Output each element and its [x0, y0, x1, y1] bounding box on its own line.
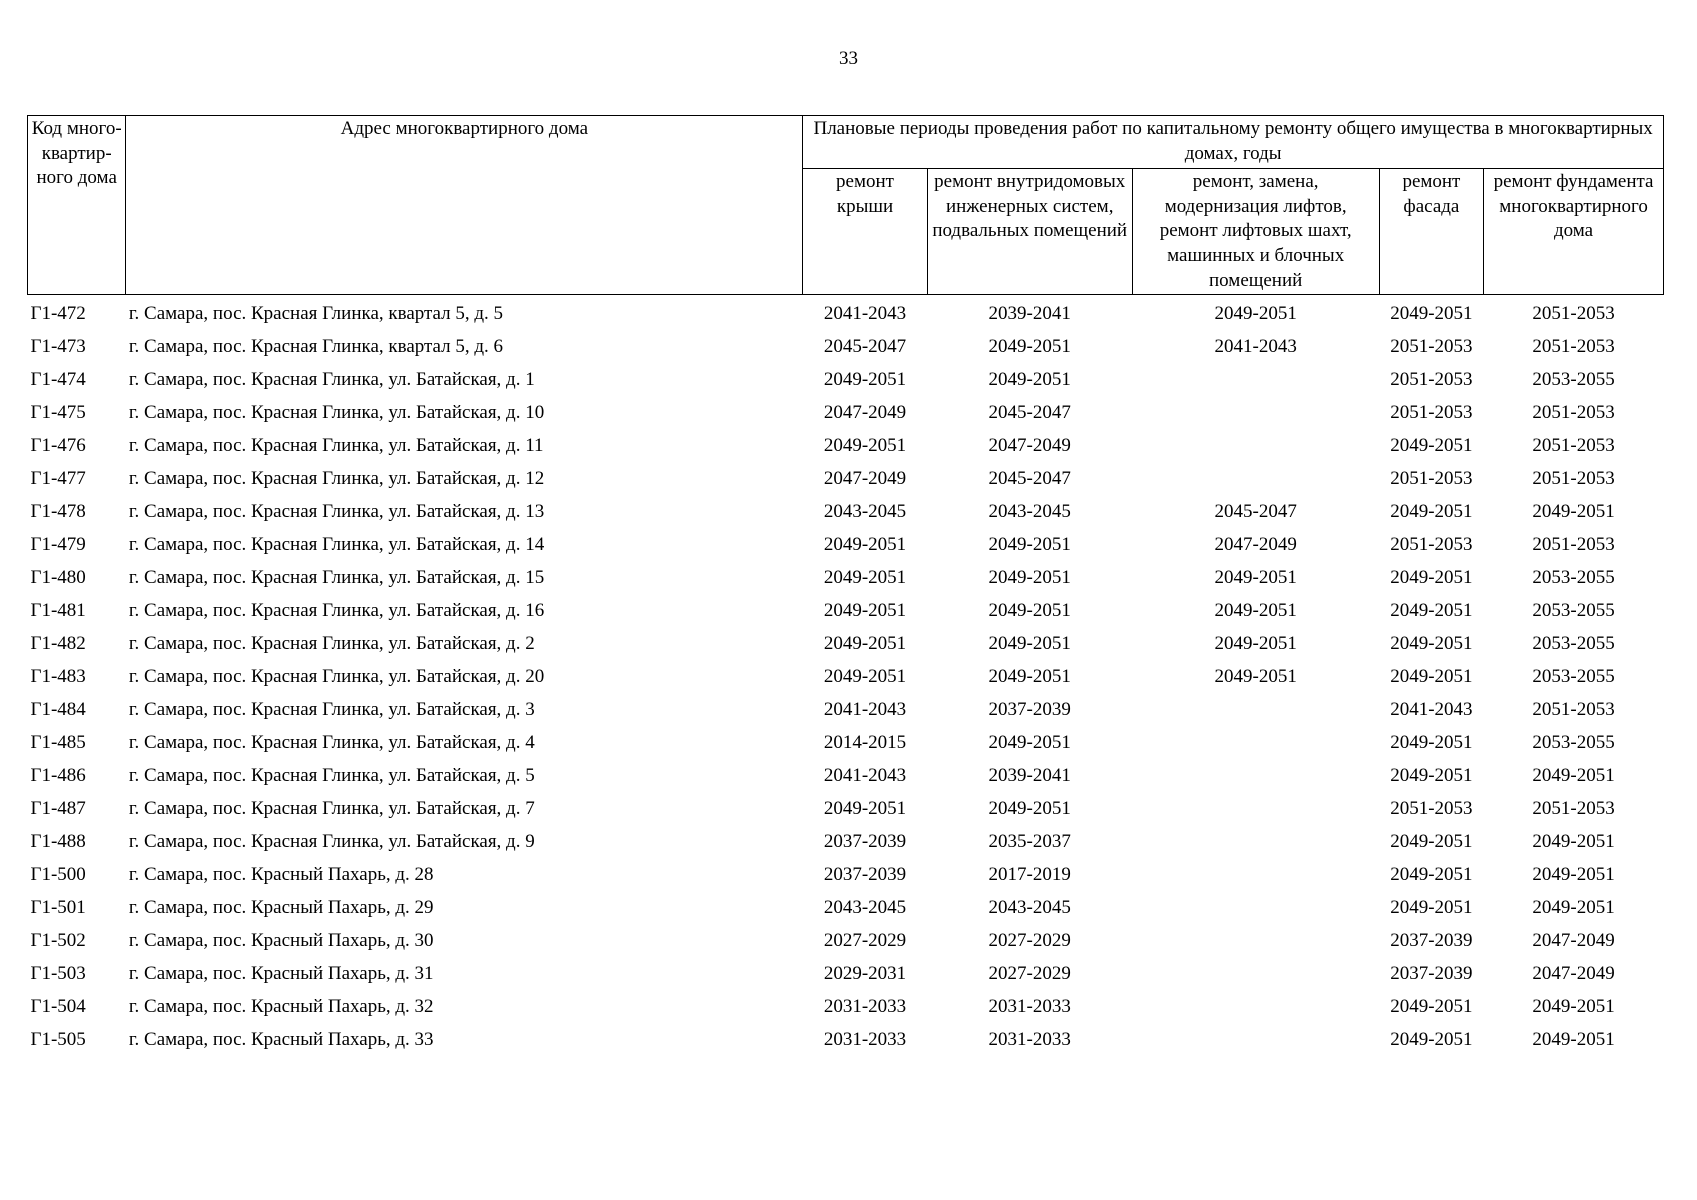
cell-foundation: 2051-2053 [1532, 698, 1615, 720]
table-row [28, 759, 1664, 792]
cell-foundation: 2053-2055 [1532, 665, 1615, 687]
cell-systems: 2027-2029 [988, 962, 1071, 984]
cell-roof: 2043-2045 [823, 500, 907, 522]
cell-systems: 2037-2039 [988, 698, 1071, 720]
cell-elevators: 2049-2051 [1214, 665, 1297, 687]
cell-elevators [1132, 726, 1379, 759]
table-row [28, 924, 1664, 957]
cell-systems: 2017-2019 [988, 863, 1071, 885]
header-code: Код много-квартир-ного дома [28, 116, 126, 295]
cell-facade: 2049-2051 [1390, 863, 1473, 885]
cell-systems: 2043-2045 [988, 896, 1071, 918]
cell-elevators: 2049-2051 [1214, 632, 1297, 654]
cell-address: г. Самара, пос. Красная Глинка, ул. Батайская, д. 1 [128, 368, 535, 390]
cell-facade: 2049-2051 [1390, 302, 1473, 324]
table-row [28, 792, 1664, 825]
cell-roof: 2049-2051 [823, 566, 907, 588]
cell-systems: 2031-2033 [988, 995, 1071, 1017]
table-header [28, 116, 1664, 295]
table-row [28, 528, 1664, 561]
cell-elevators [1132, 990, 1379, 1023]
cell-elevators [1132, 429, 1379, 462]
cell-code: Г1-476 [30, 434, 86, 456]
table-row [28, 957, 1664, 990]
cell-facade: 2049-2051 [1390, 632, 1473, 654]
cell-systems: 2047-2049 [988, 434, 1071, 456]
cell-code: Г1-505 [30, 1028, 86, 1050]
table-row [28, 295, 1664, 331]
cell-facade: 2049-2051 [1390, 665, 1473, 687]
cell-code: Г1-486 [30, 764, 86, 786]
table-row [28, 594, 1664, 627]
cell-roof: 2047-2049 [823, 401, 907, 423]
cell-code: Г1-477 [30, 467, 86, 489]
cell-code: Г1-481 [30, 599, 86, 621]
cell-facade: 2049-2051 [1390, 566, 1473, 588]
cell-code: Г1-500 [30, 863, 86, 885]
cell-roof: 2043-2045 [823, 896, 907, 918]
cell-address: г. Самара, пос. Красная Глинка, квартал 5, д. 6 [128, 335, 504, 357]
header-systems: ремонт внутридомовых инженерных систем, подвальных помещений [927, 169, 1132, 295]
cell-systems: 2031-2033 [988, 1028, 1071, 1050]
cell-elevators [1132, 759, 1379, 792]
cell-code: Г1-473 [30, 335, 86, 357]
cell-systems: 2035-2037 [988, 830, 1071, 852]
cell-facade: 2049-2051 [1390, 731, 1473, 753]
header-periods-group: Плановые периоды проведения работ по капитальному ремонту общего имущества в многоквартирных домах, годы [803, 116, 1664, 169]
cell-address: г. Самара, пос. Красная Глинка, ул. Батайская, д. 9 [128, 830, 535, 852]
cell-address: г. Самара, пос. Красная Глинка, ул. Батайская, д. 11 [128, 434, 544, 456]
cell-roof: 2031-2033 [823, 995, 907, 1017]
table-row [28, 495, 1664, 528]
cell-address: г. Самара, пос. Красная Глинка, ул. Батайская, д. 5 [128, 764, 535, 786]
cell-facade: 2049-2051 [1390, 896, 1473, 918]
cell-code: Г1-503 [30, 962, 86, 984]
cell-systems: 2049-2051 [988, 368, 1071, 390]
cell-systems: 2049-2051 [988, 566, 1071, 588]
cell-address: г. Самара, пос. Красная Глинка, ул. Батайская, д. 2 [128, 632, 535, 654]
cell-roof: 2031-2033 [823, 1028, 907, 1050]
table-row [28, 858, 1664, 891]
cell-code: Г1-472 [30, 302, 86, 324]
cell-systems: 2039-2041 [988, 764, 1071, 786]
cell-elevators [1132, 363, 1379, 396]
capital-repair-table [27, 115, 1664, 1056]
cell-code: Г1-501 [30, 896, 86, 918]
cell-facade: 2049-2051 [1390, 500, 1473, 522]
cell-foundation: 2049-2051 [1532, 764, 1615, 786]
cell-roof: 2047-2049 [823, 467, 907, 489]
cell-elevators [1132, 825, 1379, 858]
cell-elevators [1132, 858, 1379, 891]
cell-elevators: 2049-2051 [1214, 566, 1297, 588]
cell-elevators [1132, 891, 1379, 924]
table-row [28, 462, 1664, 495]
cell-foundation: 2049-2051 [1532, 863, 1615, 885]
cell-address: г. Самара, пос. Красный Пахарь, д. 31 [128, 962, 434, 984]
table-row [28, 561, 1664, 594]
cell-facade: 2049-2051 [1390, 434, 1473, 456]
cell-facade: 2051-2053 [1390, 533, 1473, 555]
cell-code: Г1-474 [30, 368, 86, 390]
cell-address: г. Самара, пос. Красная Глинка, ул. Батайская, д. 12 [128, 467, 545, 489]
table-row [28, 1023, 1664, 1056]
cell-facade: 2037-2039 [1390, 929, 1473, 951]
cell-facade: 2049-2051 [1390, 830, 1473, 852]
table-row [28, 363, 1664, 396]
cell-code: Г1-483 [30, 665, 86, 687]
cell-code: Г1-504 [30, 995, 86, 1017]
header-roof: ремонт крыши [803, 169, 928, 295]
cell-roof: 2041-2043 [823, 302, 907, 324]
cell-foundation: 2051-2053 [1532, 401, 1615, 423]
cell-facade: 2051-2053 [1390, 401, 1473, 423]
cell-foundation: 2051-2053 [1532, 434, 1615, 456]
header-address: Адрес многоквартирного дома [126, 116, 803, 295]
cell-elevators [1132, 924, 1379, 957]
cell-facade: 2051-2053 [1390, 335, 1473, 357]
cell-address: г. Самара, пос. Красная Глинка, ул. Батайская, д. 16 [128, 599, 545, 621]
cell-elevators [1132, 462, 1379, 495]
cell-elevators [1132, 792, 1379, 825]
cell-foundation: 2049-2051 [1532, 500, 1615, 522]
cell-facade: 2049-2051 [1390, 764, 1473, 786]
cell-roof: 2029-2031 [823, 962, 907, 984]
cell-code: Г1-478 [30, 500, 86, 522]
cell-code: Г1-484 [30, 698, 86, 720]
cell-systems: 2043-2045 [988, 500, 1071, 522]
cell-foundation: 2047-2049 [1532, 962, 1615, 984]
table-row [28, 693, 1664, 726]
cell-elevators: 2045-2047 [1214, 500, 1297, 522]
table-row [28, 891, 1664, 924]
table-row [28, 660, 1664, 693]
cell-foundation: 2053-2055 [1532, 731, 1615, 753]
cell-address: г. Самара, пос. Красная Глинка, ул. Батайская, д. 20 [128, 665, 545, 687]
table-row [28, 429, 1664, 462]
cell-facade: 2051-2053 [1390, 467, 1473, 489]
cell-foundation: 2053-2055 [1532, 632, 1615, 654]
cell-elevators: 2047-2049 [1214, 533, 1297, 555]
cell-code: Г1-475 [30, 401, 86, 423]
cell-code: Г1-480 [30, 566, 86, 588]
cell-systems: 2049-2051 [988, 731, 1071, 753]
cell-roof: 2049-2051 [823, 599, 907, 621]
cell-address: г. Самара, пос. Красный Пахарь, д. 29 [128, 896, 434, 918]
header-elevators: ремонт, замена, модернизация лифтов, ремонт лифтовых шахт, машинных и блочных помещений [1132, 169, 1379, 295]
table-row [28, 396, 1664, 429]
cell-address: г. Самара, пос. Красная Глинка, ул. Батайская, д. 15 [128, 566, 545, 588]
cell-address: г. Самара, пос. Красный Пахарь, д. 28 [128, 863, 434, 885]
table-row [28, 990, 1664, 1023]
cell-roof: 2049-2051 [823, 797, 907, 819]
cell-systems: 2049-2051 [988, 665, 1071, 687]
cell-address: г. Самара, пос. Красная Глинка, ул. Батайская, д. 10 [128, 401, 545, 423]
cell-foundation: 2051-2053 [1532, 797, 1615, 819]
cell-roof: 2049-2051 [823, 533, 907, 555]
cell-code: Г1-487 [30, 797, 86, 819]
cell-address: г. Самара, пос. Красная Глинка, ул. Батайская, д. 4 [128, 731, 535, 753]
cell-address: г. Самара, пос. Красная Глинка, ул. Батайская, д. 14 [128, 533, 545, 555]
cell-roof: 2037-2039 [823, 830, 907, 852]
cell-foundation: 2051-2053 [1532, 533, 1615, 555]
header-foundation: ремонт фундамента многоквартирного дома [1484, 169, 1664, 295]
cell-foundation: 2049-2051 [1532, 896, 1615, 918]
cell-foundation: 2049-2051 [1532, 1028, 1615, 1050]
page-number: 33 [839, 48, 858, 69]
cell-address: г. Самара, пос. Красный Пахарь, д. 33 [128, 1028, 434, 1050]
cell-code: Г1-485 [30, 731, 86, 753]
cell-address: г. Самара, пос. Красный Пахарь, д. 30 [128, 929, 434, 951]
cell-roof: 2037-2039 [823, 863, 907, 885]
cell-systems: 2049-2051 [988, 335, 1071, 357]
cell-roof: 2027-2029 [823, 929, 907, 951]
cell-code: Г1-479 [30, 533, 86, 555]
cell-foundation: 2053-2055 [1532, 566, 1615, 588]
cell-elevators [1132, 1023, 1379, 1056]
cell-roof: 2049-2051 [823, 368, 907, 390]
cell-foundation: 2049-2051 [1532, 995, 1615, 1017]
cell-foundation: 2049-2051 [1532, 830, 1615, 852]
cell-systems: 2045-2047 [988, 467, 1071, 489]
cell-roof: 2049-2051 [823, 632, 907, 654]
cell-address: г. Самара, пос. Красная Глинка, ул. Батайская, д. 3 [128, 698, 535, 720]
cell-systems: 2049-2051 [988, 599, 1071, 621]
cell-elevators [1132, 396, 1379, 429]
cell-code: Г1-482 [30, 632, 86, 654]
cell-elevators: 2041-2043 [1214, 335, 1297, 357]
cell-roof: 2049-2051 [823, 434, 907, 456]
cell-foundation: 2051-2053 [1532, 335, 1615, 357]
cell-address: г. Самара, пос. Красная Глинка, ул. Батайская, д. 7 [128, 797, 535, 819]
cell-systems: 2049-2051 [988, 533, 1071, 555]
table-row [28, 627, 1664, 660]
cell-facade: 2051-2053 [1390, 797, 1473, 819]
cell-foundation: 2053-2055 [1532, 368, 1615, 390]
cell-elevators [1132, 693, 1379, 726]
cell-systems: 2049-2051 [988, 632, 1071, 654]
cell-foundation: 2051-2053 [1532, 302, 1615, 324]
cell-foundation: 2047-2049 [1532, 929, 1615, 951]
cell-facade: 2049-2051 [1390, 1028, 1473, 1050]
cell-foundation: 2053-2055 [1532, 599, 1615, 621]
cell-facade: 2037-2039 [1390, 962, 1473, 984]
cell-roof: 2045-2047 [823, 335, 907, 357]
cell-systems: 2039-2041 [988, 302, 1071, 324]
cell-systems: 2027-2029 [988, 929, 1071, 951]
cell-address: г. Самара, пос. Красная Глинка, квартал 5, д. 5 [128, 302, 504, 324]
cell-address: г. Самара, пос. Красная Глинка, ул. Батайская, д. 13 [128, 500, 545, 522]
cell-elevators [1132, 957, 1379, 990]
cell-code: Г1-502 [30, 929, 86, 951]
table-row [28, 330, 1664, 363]
table-row [28, 825, 1664, 858]
cell-facade: 2049-2051 [1390, 599, 1473, 621]
cell-foundation: 2051-2053 [1532, 467, 1615, 489]
cell-systems: 2049-2051 [988, 797, 1071, 819]
cell-facade: 2049-2051 [1390, 995, 1473, 1017]
cell-elevators: 2049-2051 [1214, 302, 1297, 324]
cell-roof: 2041-2043 [823, 698, 907, 720]
cell-address: г. Самара, пос. Красный Пахарь, д. 32 [128, 995, 434, 1017]
cell-roof: 2014-2015 [823, 731, 907, 753]
cell-elevators: 2049-2051 [1214, 599, 1297, 621]
table-row [28, 726, 1664, 759]
header-facade: ремонт фасада [1379, 169, 1483, 295]
table-body [28, 295, 1664, 1057]
cell-systems: 2045-2047 [988, 401, 1071, 423]
cell-roof: 2049-2051 [823, 665, 907, 687]
cell-facade: 2051-2053 [1390, 368, 1473, 390]
cell-code: Г1-488 [30, 830, 86, 852]
cell-roof: 2041-2043 [823, 764, 907, 786]
cell-facade: 2041-2043 [1390, 698, 1473, 720]
